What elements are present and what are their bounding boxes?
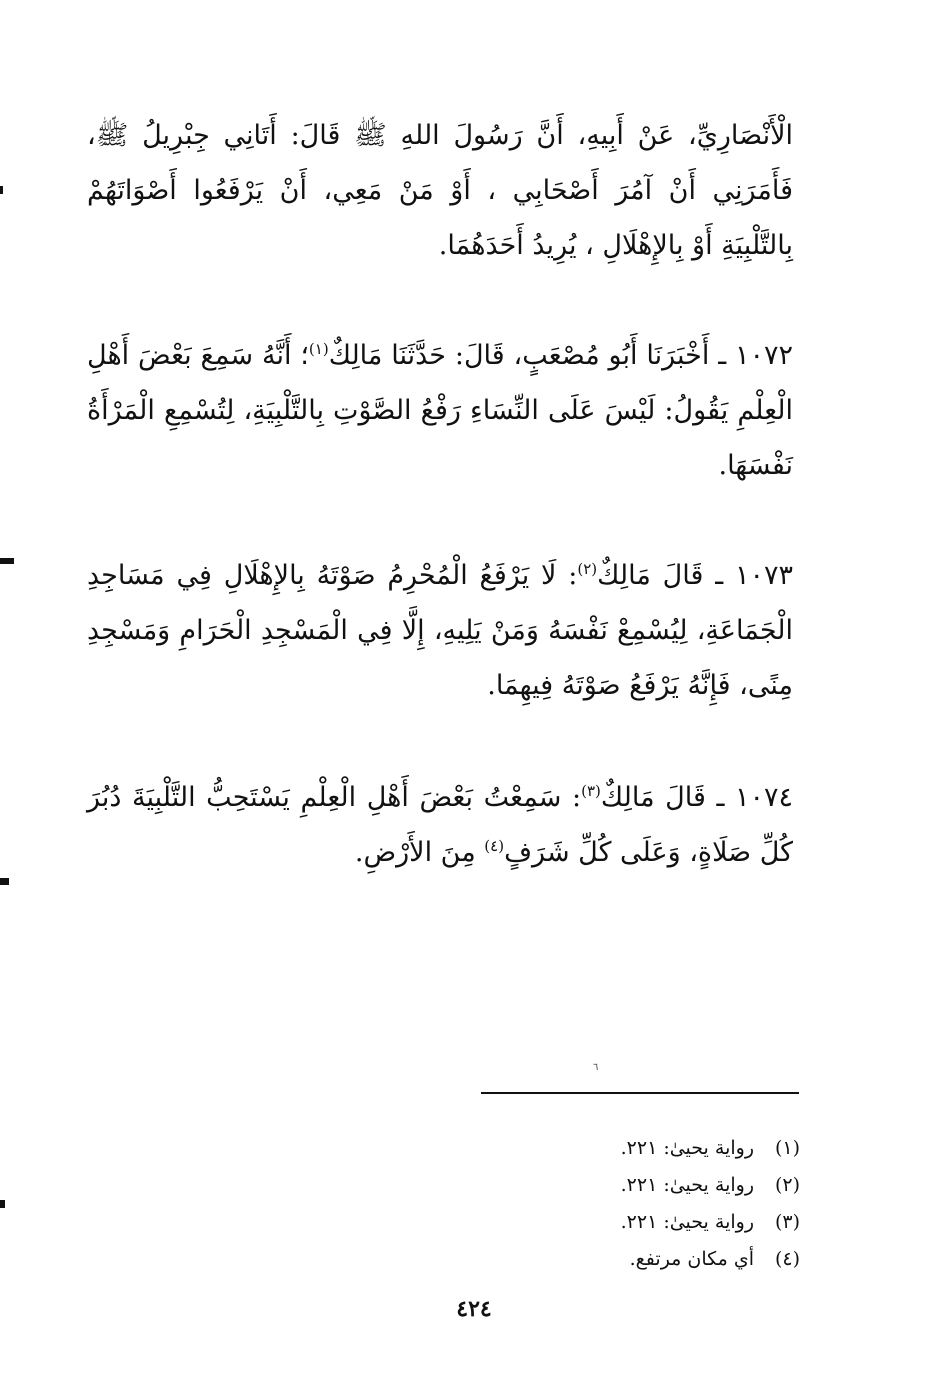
footnote-divider xyxy=(481,1092,799,1094)
scan-edge-mark xyxy=(0,1200,5,1208)
footnote-text: رواية يحيىٰ: ٢٢١. xyxy=(620,1137,754,1159)
paragraph-text: أَخْبَرَنَا أَبُو مُصْعَبٍ، قَالَ: حَدَّثَنَا مَالِكٌ xyxy=(328,340,710,371)
footnote-ref[interactable]: (٢) xyxy=(577,560,598,578)
paragraph-text: قَالَ مَالِكٌ xyxy=(597,560,704,591)
footnote-text: رواية يحيىٰ: ٢٢١. xyxy=(620,1174,754,1196)
hadith-number: ١٠٧٣ ـ xyxy=(715,560,793,591)
separator-mark: ٦ xyxy=(593,1062,599,1073)
scan-edge-mark xyxy=(0,878,9,885)
footnote-text: رواية يحيىٰ: ٢٢١. xyxy=(620,1211,754,1233)
footnote-number: (٣) xyxy=(774,1211,800,1233)
paragraph-1074 xyxy=(87,770,793,880)
paragraph-text-after: : لَا يَرْفَعُ الْمُحْرِمُ صَوْتَهُ بِالإِهْلَالِ فِي مَسَاجِدِ الْجَمَاعَةِ، لِيُسْمِعْ نَفْسَهُ وَمَنْ يَلِيهِ، إِلَّا فِي الْمَسْجِدِ الْحَرَامِ وَمَسْجِدِ مِنًى، فَإِنَّهُ يَرْفَعُ صَوْتَهُ فِيهِمَا. xyxy=(87,560,793,701)
footnote-ref[interactable]: (١) xyxy=(308,340,329,358)
footnotes xyxy=(460,1130,800,1278)
paragraph-continued xyxy=(87,108,793,273)
footnote-number: (٢) xyxy=(774,1174,800,1196)
footnote xyxy=(460,1167,800,1204)
scan-edge-mark xyxy=(0,558,14,564)
footnote-number: (١) xyxy=(774,1137,800,1159)
footnote-number: (٤) xyxy=(774,1248,800,1270)
paragraph-1072 xyxy=(87,328,793,493)
scan-edge-mark xyxy=(0,186,3,194)
page-number: ٤٢٤ xyxy=(456,1296,492,1322)
paragraph-text: قَالَ مَالِكٌ xyxy=(600,782,706,813)
footnote-text: أي مكان مرتفع. xyxy=(629,1248,754,1270)
footnote xyxy=(460,1130,800,1167)
paragraph-text-after: ؛ أَنَّهُ سَمِعَ بَعْضَ أَهْلِ الْعِلْمِ يَقُولُ: لَيْسَ عَلَى النِّسَاءِ رَفْعُ الصَّوْتِ بِالتَّلْبِيَةِ، لِتُسْمِعِ الْمَرْأَةُ نَفْسَهَا. xyxy=(87,340,793,481)
paragraph-text-after: مِنَ الأَرْضِ. xyxy=(354,837,485,868)
footnote-ref[interactable]: (٣) xyxy=(581,782,601,800)
hadith-number: ١٠٧٢ ـ xyxy=(718,340,793,371)
paragraph-text: الْأَنْصَارِيِّ، عَنْ أَبِيهِ، أَنَّ رَسُولَ اللهِ ﷺ قَالَ: أَتَانِي جِبْرِيلُ ﷺ، فَأَمَرَنِي أَنْ آمُرَ أَصْحَابِي ، أَوْ مَنْ مَعِي، أَنْ يَرْفَعُوا أَصْوَاتَهُمْ بِالتَّلْبِيَةِ أَوْ بِالإِهْلَالِ ، يُرِيدُ أَحَدَهُمَا. xyxy=(87,120,793,261)
paragraph-text-after: : سَمِعْتُ بَعْضَ أَهْلِ الْعِلْمِ يَسْتَحِبُّ التَّلْبِيَةَ دُبُرَ كُلِّ صَلَاةٍ، وَعَلَى كُلِّ شَرَفٍ xyxy=(87,782,793,868)
hadith-number: ١٠٧٤ ـ xyxy=(716,782,794,813)
paragraph-1073 xyxy=(87,548,793,713)
footnote-ref[interactable]: (٤) xyxy=(484,837,505,855)
footnote xyxy=(460,1241,800,1278)
footnote xyxy=(460,1204,800,1241)
